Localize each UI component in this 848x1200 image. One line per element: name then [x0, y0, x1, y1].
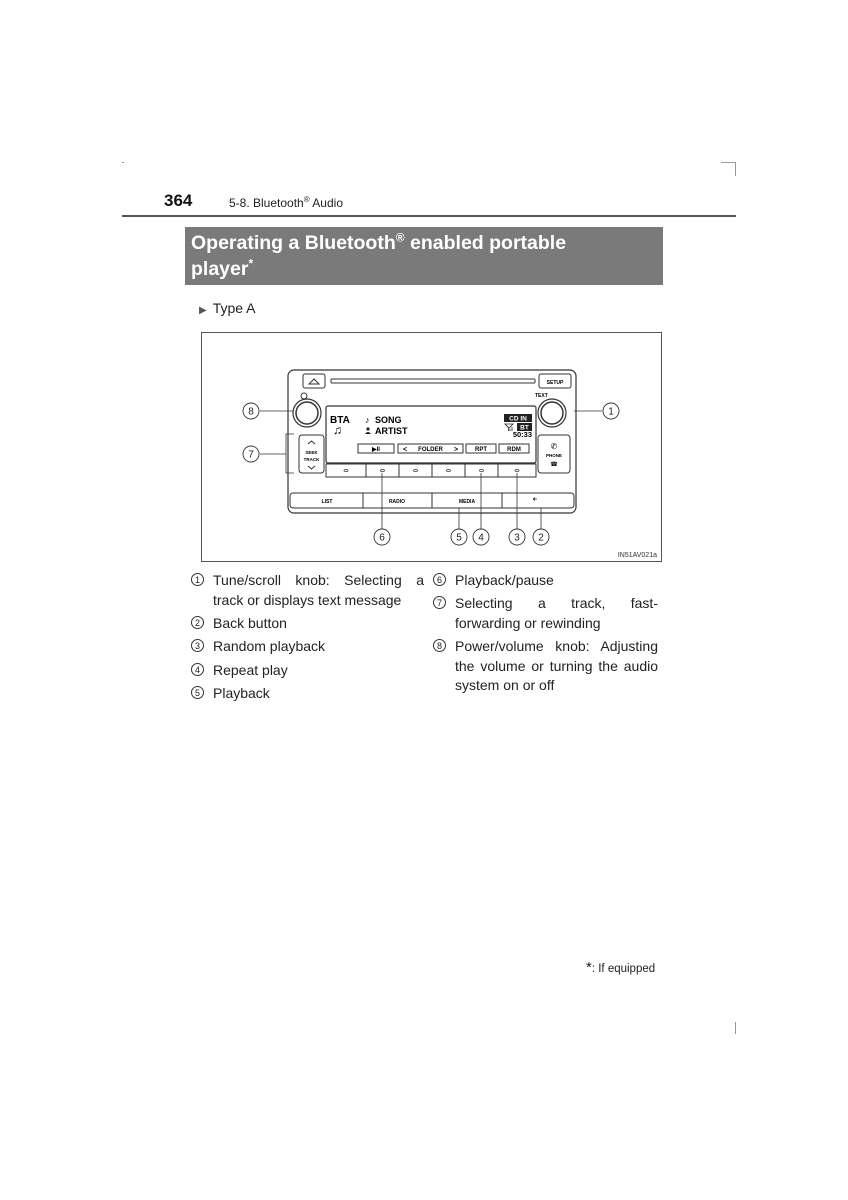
list-item: 2 Back button [191, 614, 424, 634]
phone-label: PHONE [545, 453, 563, 458]
callout-5: 5 [456, 532, 462, 544]
crop-mark-top-right-h [721, 162, 736, 163]
list-item: 7 Selecting a track, fast-forwarding or rewinding [433, 594, 658, 633]
svg-text:>: > [453, 446, 459, 454]
list-item: 3 Random playback [191, 637, 424, 657]
artist-icon [366, 427, 369, 430]
section-title: 5-8. Bluetooth® Audio [229, 195, 343, 210]
callout-3: 3 [514, 532, 520, 544]
radio-button-label: RADIO [388, 499, 406, 505]
music-note-icon: ♫ [333, 423, 342, 437]
crop-mark-top-left [122, 162, 124, 163]
callout-8: 8 [248, 406, 254, 418]
bta-label: BTA [330, 415, 350, 426]
list-item: 1 Tune/scroll knob: Selecting a track or displays text message [191, 571, 424, 610]
play-pause-key-label: ▶II [372, 447, 380, 453]
list-item: 5 Playback [191, 684, 424, 704]
audio-panel-illustration [202, 333, 663, 563]
page-title: Operating a Bluetooth® enabled portable player* [185, 227, 663, 285]
rpt-key-label: RPT [475, 447, 487, 453]
bt-indicator: BT [520, 424, 529, 432]
type-label: ▶ Type A [199, 300, 256, 316]
triangle-bullet-icon: ▶ [199, 305, 207, 316]
list-item: 8 Power/volume knob: Adjusting the volume or turning the audio system on or off [433, 637, 658, 696]
callout-4: 4 [478, 532, 484, 544]
page-number: 364 [164, 191, 193, 210]
list-item: 6 Playback/pause [433, 571, 658, 591]
crop-mark-top-right-v [735, 162, 736, 176]
audio-panel-figure [201, 332, 662, 562]
rdm-key-label: RDM [507, 447, 521, 453]
callout-6: 6 [379, 532, 385, 544]
track-label: TRACK [303, 457, 320, 462]
svg-text:<: < [402, 446, 408, 454]
footnote: *: If equipped [586, 959, 656, 976]
callout-1: 1 [608, 406, 614, 418]
power-volume-knob [293, 399, 321, 427]
song-note-icon: ♪ [365, 415, 370, 425]
folder-key-label: FOLDER [418, 447, 443, 453]
header-rule [122, 215, 736, 217]
callout-2: 2 [538, 532, 544, 544]
phone-icon: ✆ [550, 442, 558, 451]
callout-7: 7 [248, 449, 254, 461]
figure-code: IN51AV021a [617, 552, 657, 559]
seek-label: SEEK [305, 450, 318, 455]
list-item: 4 Repeat play [191, 661, 424, 681]
song-label: SONG [375, 415, 402, 425]
media-button-label: MEDIA [458, 499, 476, 505]
crop-mark-bottom-right [735, 1022, 736, 1034]
text-label: TEXT [535, 393, 548, 399]
setup-label: SETUP [546, 380, 564, 386]
hangup-icon: ☎ [550, 462, 558, 468]
list-button-label: LIST [321, 499, 333, 505]
tune-scroll-knob [538, 399, 566, 427]
cd-in-indicator: CD IN [509, 415, 527, 423]
artist-label: ARTIST [375, 426, 408, 436]
time-display: 50:33 [512, 430, 532, 439]
